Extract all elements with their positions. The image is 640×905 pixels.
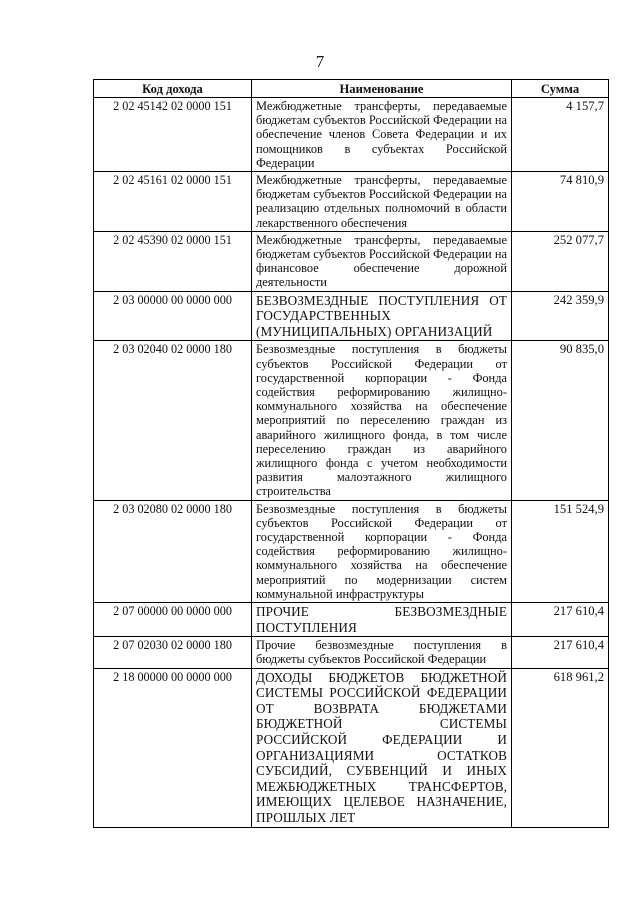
- page-number: 7: [315, 52, 325, 71]
- row-code: 2 07 02030 02 0000 180: [94, 637, 252, 668]
- row-code: 2 03 02040 02 0000 180: [94, 341, 252, 500]
- revenue-table: [93, 79, 609, 828]
- row-sum: 90 835,0: [512, 341, 609, 500]
- table-row: [94, 341, 609, 500]
- row-sum: 74 810,9: [512, 172, 609, 232]
- row-name: Безвозмездные поступления в бюджеты субъектов Российской Федерации от государственной корпорации - Фонда содействия реформированию жилищно-коммунального хозяйства на обеспечение мероприятий по переселению граждан из аварийного жилищного фонда, в том числе переселению граждан из аварийного жилищного фонда с учетом необходимости развития малоэтажного жилищного строительства: [252, 341, 512, 500]
- row-name: Межбюджетные трансферты, передаваемые бюджетам субъектов Российской Федерации на реализацию отдельных полномочий в области лекарственного обеспечения: [252, 172, 512, 232]
- header-name: Наименование: [252, 80, 512, 98]
- row-name: Безвозмездные поступления в бюджеты субъектов Российской Федерации от государственной корпорации - Фонда содействия реформированию жилищно-коммунального хозяйства на обеспечение мероприятий по модернизации систем коммунальной инфраструктуры: [252, 500, 512, 602]
- row-code: 2 03 02080 02 0000 180: [94, 500, 252, 602]
- row-name: БЕЗВОЗМЕЗДНЫЕ ПОСТУПЛЕНИЯ ОТ ГОСУДАРСТВЕННЫХ (МУНИЦИПАЛЬНЫХ) ОРГАНИЗАЦИЙ: [252, 291, 512, 341]
- row-code: 2 18 00000 00 0000 000: [94, 668, 252, 827]
- row-code: 2 03 00000 00 0000 000: [94, 291, 252, 341]
- table-row: [94, 603, 609, 637]
- row-name: Межбюджетные трансферты, передаваемые бюджетам субъектов Российской Федерации на финансовое обеспечение дорожной деятельности: [252, 231, 512, 291]
- header-code: Код дохода: [94, 80, 252, 98]
- table-row: [94, 291, 609, 341]
- row-name: ПРОЧИЕ БЕЗВОЗМЕЗДНЫЕ ПОСТУПЛЕНИЯ: [252, 603, 512, 637]
- row-sum: 151 524,9: [512, 500, 609, 602]
- table-row: [94, 98, 609, 172]
- row-code: 2 02 45390 02 0000 151: [94, 231, 252, 291]
- row-sum: 252 077,7: [512, 231, 609, 291]
- row-sum: 4 157,7: [512, 98, 609, 172]
- table-row: [94, 668, 609, 827]
- table-row: [94, 172, 609, 232]
- row-name: Прочие безвозмездные поступления в бюджеты субъектов Российской Федерации: [252, 637, 512, 668]
- header-sum: Сумма: [512, 80, 609, 98]
- row-code: 2 02 45142 02 0000 151: [94, 98, 252, 172]
- row-sum: 217 610,4: [512, 603, 609, 637]
- table-row: [94, 637, 609, 668]
- row-code: 2 07 00000 00 0000 000: [94, 603, 252, 637]
- row-sum: 618 961,2: [512, 668, 609, 827]
- row-sum: 242 359,9: [512, 291, 609, 341]
- table-row: [94, 500, 609, 602]
- table-header-row: [94, 80, 609, 98]
- row-sum: 217 610,4: [512, 637, 609, 668]
- row-name: ДОХОДЫ БЮДЖЕТОВ БЮДЖЕТНОЙ СИСТЕМЫ РОССИЙСКОЙ ФЕДЕРАЦИИ ОТ ВОЗВРАТА БЮДЖЕТАМИ БЮДЖЕТНОЙ СИСТЕМЫ РОССИЙСКОЙ ФЕДЕРАЦИИ И ОРГАНИЗАЦИЯМИ ОСТАТКОВ СУБСИДИЙ, СУБВЕНЦИЙ И ИНЫХ МЕЖБЮДЖЕТНЫХ ТРАНСФЕРТОВ, ИМЕЮЩИХ ЦЕЛЕВОЕ НАЗНАЧЕНИЕ, ПРОШЛЫХ ЛЕТ: [252, 668, 512, 827]
- row-code: 2 02 45161 02 0000 151: [94, 172, 252, 232]
- row-name: Межбюджетные трансферты, передаваемые бюджетам субъектов Российской Федерации на обеспечение членов Совета Федерации и их помощников в субъектах Российской Федерации: [252, 98, 512, 172]
- table-row: [94, 231, 609, 291]
